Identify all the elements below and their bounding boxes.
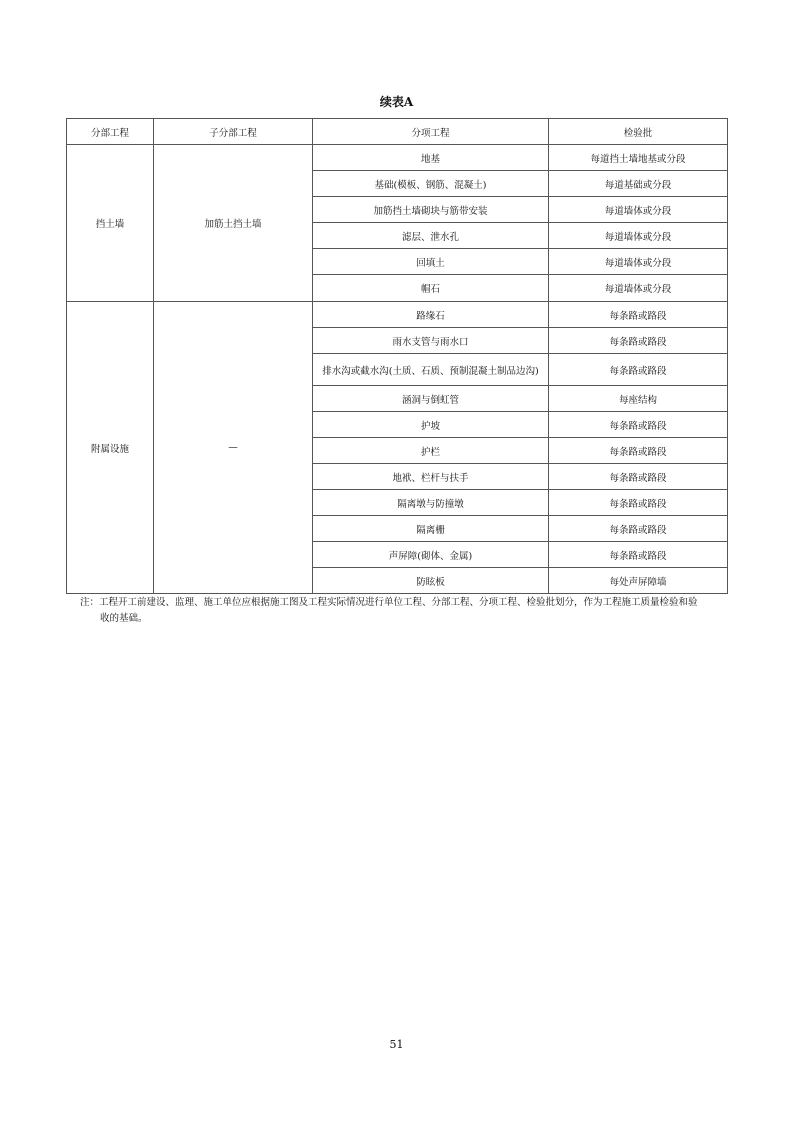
item-cell: 帽石 xyxy=(313,275,549,302)
header-division: 分部工程 xyxy=(67,119,154,145)
subdivision-cell: 加筋土挡土墙 xyxy=(154,145,313,302)
item-cell: 涵洞与倒虹管 xyxy=(313,386,549,412)
table-note xyxy=(80,595,730,627)
batch-cell: 每道墙体或分段 xyxy=(549,249,728,275)
item-cell: 回填土 xyxy=(313,249,549,275)
item-cell: 护坡 xyxy=(313,412,549,438)
batch-cell: 每条路或路段 xyxy=(549,438,728,464)
batch-cell: 每条路或路段 xyxy=(549,490,728,516)
table-row xyxy=(67,145,728,171)
batch-cell: 每条路或路段 xyxy=(549,412,728,438)
batch-cell: 每道挡土墙地基或分段 xyxy=(549,145,728,171)
batch-cell: 每条路或路段 xyxy=(549,302,728,328)
item-cell: 路缘石 xyxy=(313,302,549,328)
batch-cell: 每条路或路段 xyxy=(549,542,728,568)
table-row xyxy=(67,302,728,328)
batch-cell: 每条路或路段 xyxy=(549,328,728,354)
header-subdivision: 子分部工程 xyxy=(154,119,313,145)
item-cell: 隔离墩与防撞墩 xyxy=(313,490,549,516)
item-cell: 防眩板 xyxy=(313,568,549,594)
batch-cell: 每条路或路段 xyxy=(549,354,728,386)
item-cell: 排水沟或截水沟(土质、石质、预制混凝土制品边沟) xyxy=(313,354,549,386)
page-number: 51 xyxy=(389,1038,404,1051)
item-cell: 地基 xyxy=(313,145,549,171)
item-cell: 基础(模板、钢筋、混凝土) xyxy=(313,171,549,197)
item-cell: 雨水支管与雨水口 xyxy=(313,328,549,354)
division-cell: 挡土墙 xyxy=(67,145,154,302)
item-cell: 护栏 xyxy=(313,438,549,464)
batch-cell: 每座结构 xyxy=(549,386,728,412)
item-cell: 隔离栅 xyxy=(313,516,549,542)
header-batch: 检验批 xyxy=(549,119,728,145)
item-cell: 声屏障(砌体、金属) xyxy=(313,542,549,568)
batch-cell: 每道基础或分段 xyxy=(549,171,728,197)
batch-cell: 每道墙体或分段 xyxy=(549,223,728,249)
note-line-1: 注：工程开工前建设、监理、施工单位应根据施工图及工程实际情况进行单位工程、分部工程、分项工程、检验批划分，作为工程施工质量检验和验 xyxy=(80,597,698,608)
header-item: 分项工程 xyxy=(313,119,549,145)
item-cell: 地袱、栏杆与扶手 xyxy=(313,464,549,490)
table-title: 续表A xyxy=(379,95,414,109)
batch-cell: 每道墙体或分段 xyxy=(549,275,728,302)
batch-cell: 每条路或路段 xyxy=(549,464,728,490)
subdivision-cell: — xyxy=(154,302,313,594)
note-line-2: 收的基础。 xyxy=(100,613,148,624)
header-row xyxy=(67,119,728,145)
item-cell: 滤层、泄水孔 xyxy=(313,223,549,249)
batch-cell: 每条路或路段 xyxy=(549,516,728,542)
division-cell: 附属设施 xyxy=(67,302,154,594)
batch-cell: 每道墙体或分段 xyxy=(549,197,728,223)
item-cell: 加筋挡土墙砌块与筋带安装 xyxy=(313,197,549,223)
inspection-table xyxy=(66,118,728,594)
batch-cell: 每处声屏障墙 xyxy=(549,568,728,594)
